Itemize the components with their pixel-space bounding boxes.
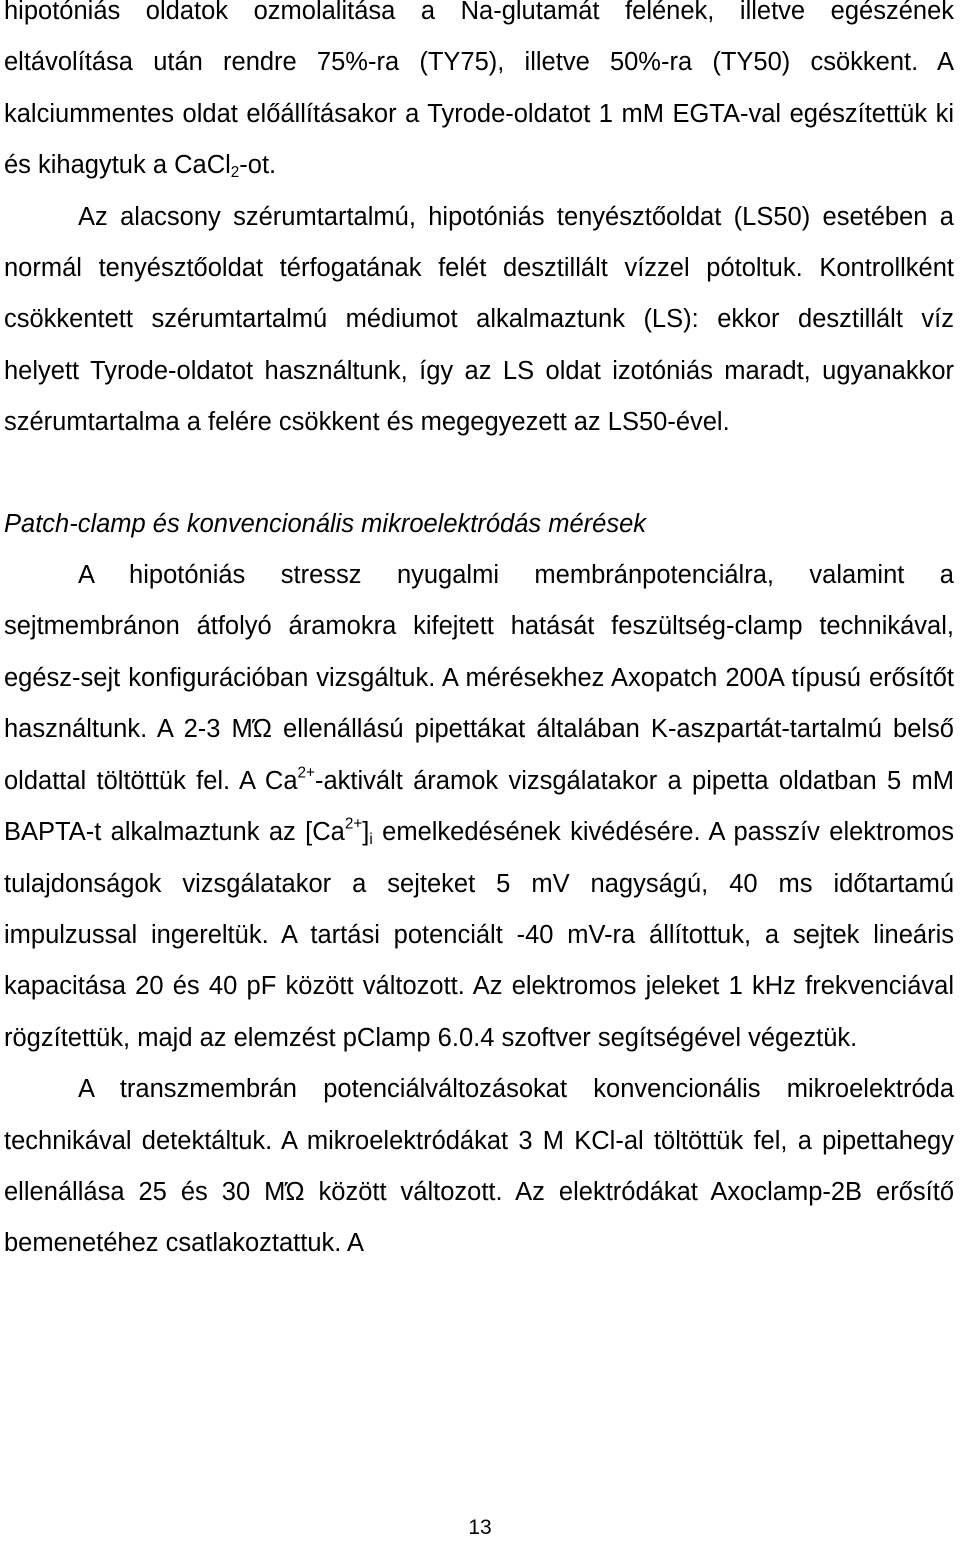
- bracket-close: ]: [362, 818, 370, 847]
- paragraph-solutions-end: -ot.: [239, 151, 277, 180]
- paragraph-microelectrode: A transzmembrán potenciálváltozásokat konvencionális mikroelektróda technikával detektáltuk. A mikroelektródákat 3 M KCl-al töltöttük fel, a pipettahegy ellenállása 25 és 30 MΏ között változott. Az elektródákat Axoclamp-2B erősítő bemenetéhez csatlakoztattuk. A: [4, 1075, 954, 1258]
- page-number: 13: [468, 1516, 492, 1539]
- superscript-2plus-2: 2+: [344, 815, 363, 833]
- paragraph-patch-clamp-text-2: -aktivált áramok vizsgálatakor a pipetta oldatban 5 mM BAPTA-t alkalmaztunk az [Ca: [4, 766, 954, 847]
- paragraph-patch-clamp-text: A hipotóniás stressz nyugalmi membránpotenciálra, valamint a sejtmembránon átfolyó áramokra kifejtett hatását feszültség-clamp technikával, egész-sejt konfigurációban vizsgáltuk. A mérésekhez Axopatch 200A típusú erősítőt használtunk. A 2-3 MΏ ellenállású pipettákat általában K-aszpartát-tartalmú belső oldattal töltöttük fel. A Ca: [4, 561, 954, 795]
- paragraph-low-serum: Az alacsony szérumtartalmú, hipotóniás tenyésztőoldat (LS50) esetében a normál tenyésztőoldat térfogatának felét desztillált vízzel pótoltuk. Kontrollként csökkentett szérumtartalmú médiumot alkalmaztunk (LS): ekkor desztillált víz helyett Tyrode-oldatot használtunk, így az LS oldat izotóniás maradt, ugyanakkor szérumtartalma a felére csökkent és megegyezett az LS50-ével.: [4, 202, 954, 437]
- document-body: [4, 0, 954, 1270]
- paragraph-patch-clamp-text-3: emelkedésének kivédésére. A passzív elektromos tulajdonságok vizsgálatakor a sejteket 5 mV nagyságú, 40 ms időtartamú impulzussal ingereltük. A tartási potenciált -40 mV-ra állítottuk, a sejtek lineáris kapacitása 20 és 40 pF között változott. Az elektromos jeleket 1 kHz frekvenciával rögzítettük, majd az elemzést pClamp 6.0.4 szoftver segítségével végeztük.: [4, 818, 954, 1052]
- paragraph-solutions: [4, 0, 954, 192]
- subscript-2: 2: [230, 164, 240, 182]
- superscript-2plus: 2+: [297, 764, 315, 782]
- paragraph-solutions-text: hipotóniás oldatok ozmolalitása a Na-glutamát felének, illetve egészének eltávolítása után rendre 75%-ra (TY75), illetve 50%-ra (TY50) csökkent. A kalciummentes oldat előállításakor a Tyrode-oldatot 1 mM EGTA-val egészítettük ki és kihagytuk a CaCl: [4, 0, 954, 180]
- paragraph-patch-clamp: [4, 550, 954, 1064]
- subscript-i: i: [369, 830, 373, 848]
- section-heading: Patch-clamp és konvencionális mikroelektródás mérések: [4, 509, 647, 538]
